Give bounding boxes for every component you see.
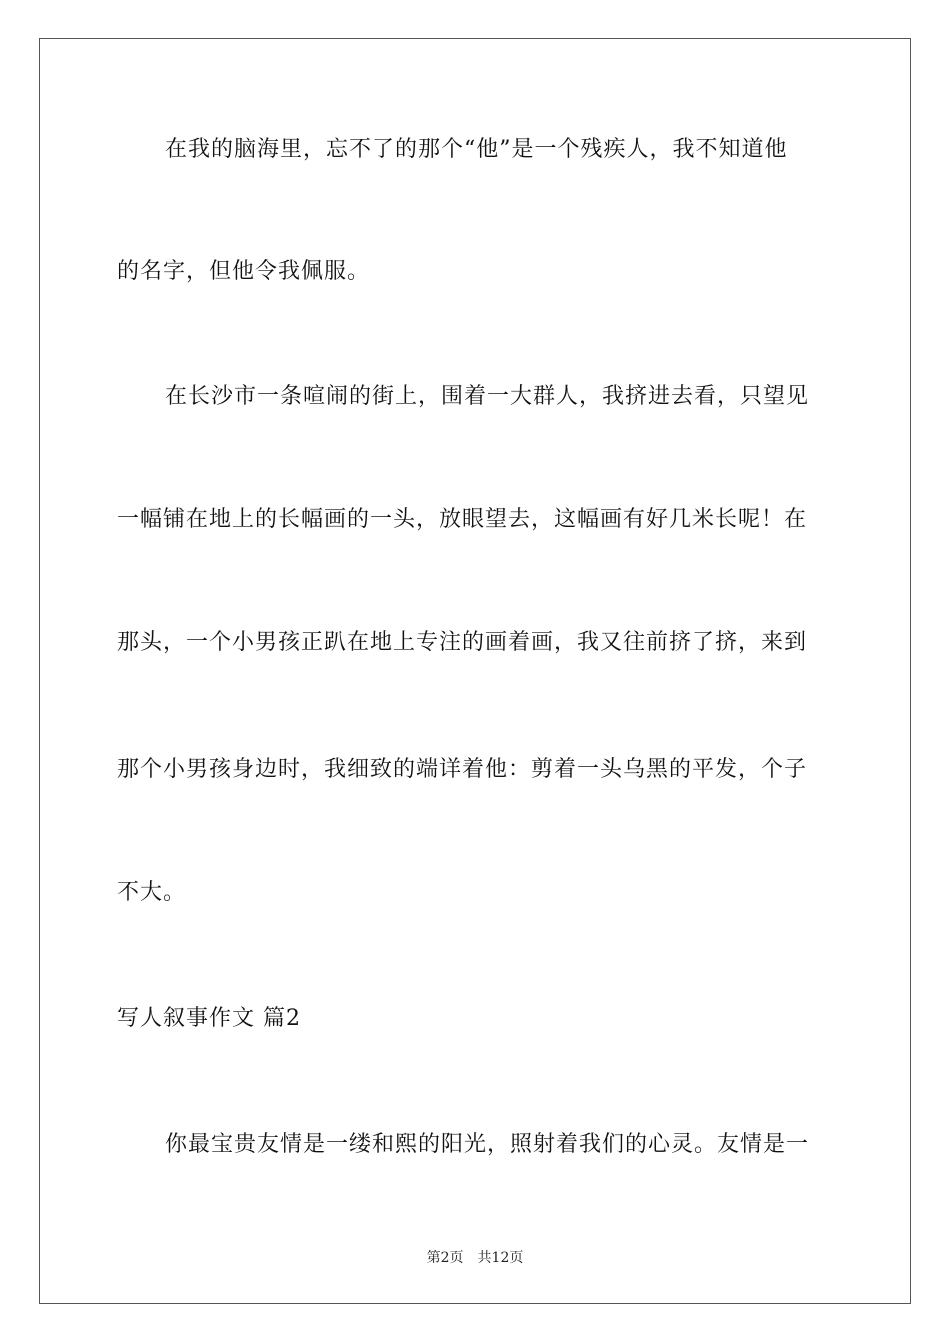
paragraph-line-2: 的名字，但他令我佩服。	[117, 259, 371, 284]
paragraph-line-7: 不大。	[117, 880, 187, 905]
paragraph-line-1: 在我的脑海里，忘不了的那个“他”是一个残疾人，我不知道他	[165, 137, 788, 162]
paragraph-line-3: 在长沙市一条喧闹的街上，围着一大群人，我挤进去看，只望见	[165, 384, 810, 409]
section-heading: 写人叙事作文 篇2	[117, 1006, 301, 1031]
paragraph-line-5: 那头，一个小男孩正趴在地上专注的画着画，我又往前挤了挤，来到	[117, 630, 808, 655]
page-number: 第2页	[426, 1250, 464, 1266]
total-pages: 共12页	[477, 1250, 524, 1266]
page-border	[39, 38, 911, 1304]
paragraph-line-6: 那个小男孩身边时，我细致的端详着他：剪着一头乌黑的平发，个子	[117, 757, 808, 782]
paragraph-line-4: 一幅铺在地上的长幅画的一头，放眼望去，这幅画有好几米长呢！在	[117, 507, 808, 532]
paragraph-line-8: 你最宝贵友情是一缕和熙的阳光，照射着我们的心灵。友情是一	[165, 1132, 810, 1157]
page-footer	[0, 1247, 950, 1267]
